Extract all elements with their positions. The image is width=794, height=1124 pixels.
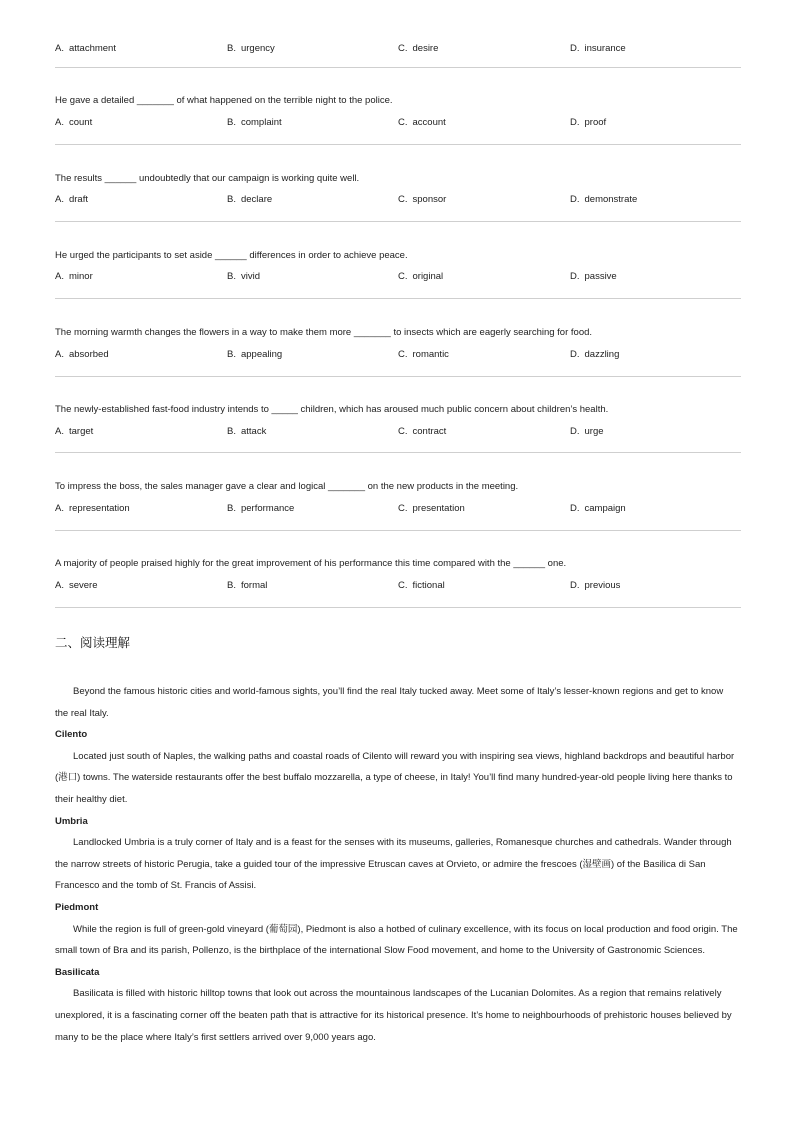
divider bbox=[55, 144, 741, 145]
option-d: D. previous bbox=[570, 580, 621, 591]
option-c: C. original bbox=[398, 271, 444, 282]
option-a: A. absorbed bbox=[55, 349, 109, 360]
question-stem: To impress the boss, the sales manager gave a clear and logical _______ on the new products in the meeting. bbox=[55, 481, 519, 492]
option-c: C. romantic bbox=[398, 349, 449, 360]
option-d: D. campaign bbox=[570, 503, 626, 514]
option-a: A. representation bbox=[55, 503, 130, 514]
options-row bbox=[55, 271, 741, 285]
option-b: B. urgency bbox=[227, 43, 275, 54]
option-a: A. draft bbox=[55, 194, 88, 205]
divider bbox=[55, 298, 741, 299]
option-b: B. formal bbox=[227, 580, 268, 591]
region-paragraph: While the region is full of green-gold vineyard (葡萄园), Piedmont is also a hotbed of culinary excellence, with its focus on local production and food origin. The small town of Bra and its parish, Pollenzo, is the birthplace of the international Slow Food movement, and home to the University of Gastronomic Sciences. bbox=[55, 923, 738, 957]
option-b: B. vivid bbox=[227, 271, 260, 282]
question-stem: The results ______ undoubtedly that our campaign is working quite well. bbox=[55, 173, 360, 184]
option-d: D. insurance bbox=[570, 43, 626, 54]
question-stem: He urged the participants to set aside ______ differences in order to achieve peace. bbox=[55, 250, 408, 261]
options-row bbox=[55, 117, 741, 131]
option-c: C. account bbox=[398, 117, 446, 128]
option-d: D. passive bbox=[570, 271, 617, 282]
option-d: D. dazzling bbox=[570, 349, 620, 360]
region-paragraph: Landlocked Umbria is a truly corner of Italy and is a feast for the senses with its museums, galleries, Romanesque churches and cathedrals. Wander through the narrow streets of historic Perugia, take a guided tour of the impressive Etruscan caves at Orvieto, or admire the frescoes (湿壁画) of the Basilica di San Francesco and the tomb of St. Francis of Assisi. bbox=[55, 837, 732, 892]
question-stem: A majority of people praised highly for the great improvement of his performance this time compared with the ______ one. bbox=[55, 558, 567, 569]
option-a: A. severe bbox=[55, 580, 98, 591]
passage-intro: Beyond the famous historic cities and world-famous sights, you’ll find the real Italy tucked away. Meet some of Italy’s lesser-known regions and get to know the real Italy. bbox=[55, 686, 724, 719]
option-c: C. fictional bbox=[398, 580, 445, 591]
options-row bbox=[55, 349, 741, 363]
option-d: D. proof bbox=[570, 117, 607, 128]
option-c: C. contract bbox=[398, 426, 447, 437]
option-a: A. attachment bbox=[55, 43, 116, 54]
option-d: D. urge bbox=[570, 426, 604, 437]
section-title: 二、阅读理解 bbox=[55, 635, 131, 650]
options-row bbox=[55, 503, 741, 517]
option-b: B. attack bbox=[227, 426, 267, 437]
region-heading: Piedmont bbox=[55, 901, 99, 913]
option-a: A. target bbox=[55, 426, 94, 437]
option-c: C. sponsor bbox=[398, 194, 447, 205]
region-heading: Umbria bbox=[55, 815, 88, 827]
question-stem: The morning warmth changes the flowers in a way to make them more _______ to insects which are eagerly searching for food. bbox=[55, 327, 593, 338]
divider bbox=[55, 376, 741, 377]
options-row bbox=[55, 43, 741, 57]
divider bbox=[55, 67, 741, 68]
option-c: C. desire bbox=[398, 43, 439, 54]
options-row bbox=[55, 580, 741, 594]
option-a: A. count bbox=[55, 117, 93, 128]
option-c: C. presentation bbox=[398, 503, 465, 514]
divider bbox=[55, 452, 741, 453]
divider bbox=[55, 530, 741, 531]
divider bbox=[55, 607, 741, 608]
option-b: B. declare bbox=[227, 194, 273, 205]
option-b: B. performance bbox=[227, 503, 295, 514]
region-paragraph: Basilicata is filled with historic hilltop towns that look out across the mountainous landscapes of the Lucanian Dolomites. As a region that remains relatively unexplored, it is a fascinating corner off the beaten path that is attractive for its historical presence. It’s home to neighbourhoods of prehistoric houses believed by many to be the place where Italy’s first settlers arrived over 9,000 years ago. bbox=[55, 988, 732, 1043]
option-b: B. appealing bbox=[227, 349, 283, 360]
options-row bbox=[55, 426, 741, 440]
region-heading: Cilento bbox=[55, 729, 88, 741]
question-stem: The newly-established fast-food industry intends to _____ children, which has aroused much public concern about children’s health. bbox=[55, 404, 609, 415]
divider bbox=[55, 221, 741, 222]
options-row bbox=[55, 194, 741, 208]
option-d: D. demonstrate bbox=[570, 194, 638, 205]
question-stem: He gave a detailed _______ of what happened on the terrible night to the police. bbox=[55, 95, 393, 106]
option-b: B. complaint bbox=[227, 117, 282, 128]
region-paragraph: Located just south of Naples, the walking paths and coastal roads of Cilento will reward you with inspiring sea views, highland backdrops and beautiful harbor (港口) towns. The waterside restaurants offer the best buffalo mozzarella, a type of cheese, in Italy! You’ll find many hundred-year-old people living here thanks to their healthy diet. bbox=[55, 750, 735, 805]
option-a: A. minor bbox=[55, 271, 93, 282]
reading-passage bbox=[55, 681, 739, 1048]
region-heading: Basilicata bbox=[55, 966, 100, 978]
